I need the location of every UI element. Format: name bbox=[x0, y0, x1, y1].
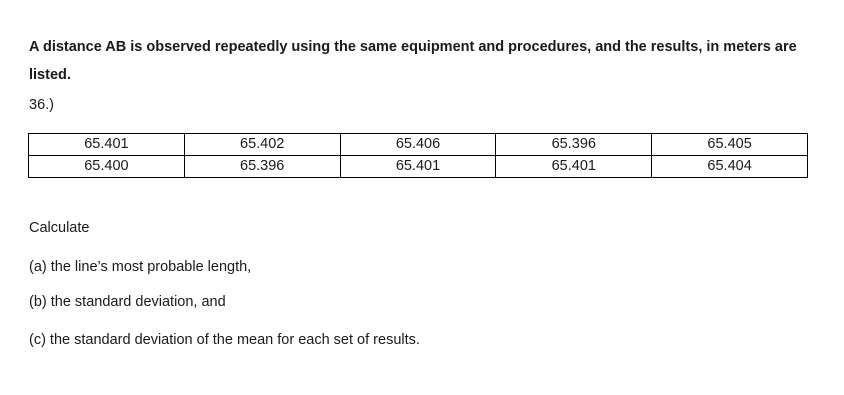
table-cell: 65.400 bbox=[29, 156, 185, 178]
table-cell: 65.405 bbox=[652, 134, 808, 156]
table-cell: 65.406 bbox=[340, 134, 496, 156]
table-cell: 65.404 bbox=[652, 156, 808, 178]
table-row bbox=[29, 134, 808, 156]
instruction-item-c: (c) the standard deviation of the mean for each set of results. bbox=[29, 332, 420, 348]
table-row bbox=[29, 156, 808, 178]
table-cell: 65.396 bbox=[496, 134, 652, 156]
instruction-item-a: (a) the line’s most probable length, bbox=[29, 259, 252, 275]
table-cell: 65.401 bbox=[340, 156, 496, 178]
instructions-heading: Calculate bbox=[29, 220, 90, 236]
table-cell: 65.401 bbox=[496, 156, 652, 178]
instruction-item-b: (b) the standard deviation, and bbox=[29, 294, 226, 310]
measurements-table bbox=[28, 133, 808, 178]
problem-statement: A distance AB is observed repeatedly using the same equipment and procedures, and the results, in meters are listed. bbox=[29, 39, 797, 83]
table-cell: 65.401 bbox=[29, 134, 185, 156]
table-cell: 65.396 bbox=[184, 156, 340, 178]
problem-number: 36.) bbox=[29, 97, 54, 113]
table-cell: 65.402 bbox=[184, 134, 340, 156]
